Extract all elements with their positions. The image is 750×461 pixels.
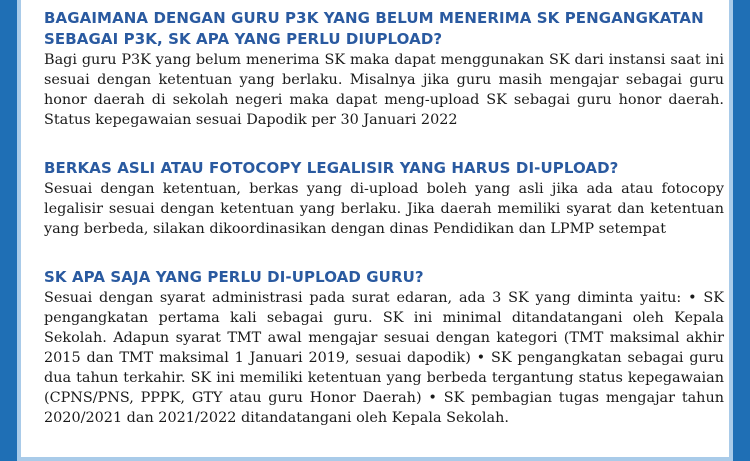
section-spacer bbox=[44, 130, 724, 158]
section-spacer bbox=[44, 239, 724, 267]
section-body: Sesuai dengan ketentuan, berkas yang di-upload boleh yang asli jika ada atau fotocopy legalisir sesuai dengan ketentuan yang berlaku. Jika daerah memiliki syarat dan ketentuan yang berbeda, silakan dikoordinasikan dengan dinas Pendidikan dan LPMP setempat bbox=[44, 181, 724, 237]
section-body: Bagi guru P3K yang belum menerima SK maka dapat menggunakan SK dari instansi saat ini sesuai dengan ketentuan yang berlaku. Misalnya jika guru masih mengajar sebagai guru honor daerah di sekolah negeri maka dapat meng-upload SK sebagai guru honor daerah. Status kepegawaian sesuai Dapodik per 30 Januari 2022 bbox=[44, 52, 724, 128]
document-content bbox=[44, 8, 724, 428]
section-heading: SK APA SAJA YANG PERLU DI-UPLOAD GURU? bbox=[44, 268, 424, 286]
section-body: Sesuai dengan syarat administrasi pada surat edaran, ada 3 SK yang diminta yaitu: • SK pengangkatan pertama kali sebagai guru. SK ini minimal ditandatangani oleh Kepala Sekolah. Adapun syarat TMT awal mengajar sesuai dengan kategori (TMT maksimal akhir 2015 dan TMT maksimal 1 Januari 2019, sesuai dapodik) • SK pengangkatan sebagai guru dua tahun terkahir. SK ini memiliki ketentuan yang berbeda tergantung status kepegawaian (CPNS/PNS, PPPK, GTY atau guru Honor Daerah) • SK pembagian tugas mengajar tahun 2020/2021 dan 2021/2022 ditandatangani oleh Kepala Sekolah. bbox=[44, 290, 724, 426]
section-heading: BERKAS ASLI ATAU FOTOCOPY LEGALISIR YANG HARUS DI-UPLOAD? bbox=[44, 159, 619, 177]
faq-section-1 bbox=[44, 8, 724, 130]
faq-section-2 bbox=[44, 158, 724, 239]
faq-section-3 bbox=[44, 267, 724, 428]
section-heading: BAGAIMANA DENGAN GURU P3K YANG BELUM MENERIMA SK PENGANGKATAN SEBAGAI P3K, SK APA YANG PERLU DIUPLOAD? bbox=[44, 9, 704, 48]
